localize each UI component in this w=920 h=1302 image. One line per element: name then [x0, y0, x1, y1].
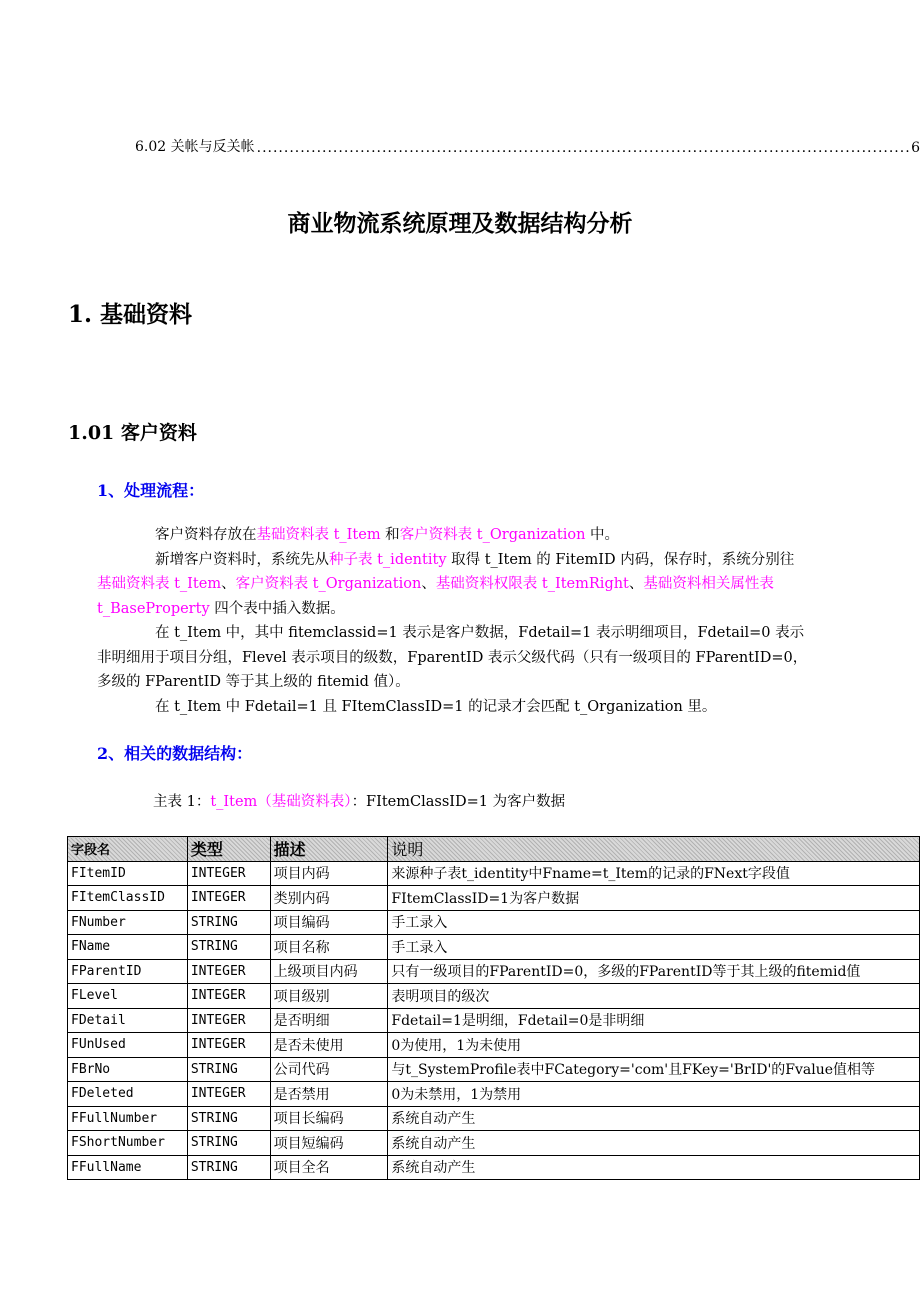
table-row: [68, 959, 920, 984]
notes-cell: 来源种子表t_identity中Fname=t_Item的记录的FNext字段值: [388, 861, 920, 886]
type-cell: STRING: [187, 935, 270, 960]
type-cell: STRING: [187, 1106, 270, 1131]
t-item-field-table: [67, 836, 920, 1180]
description-cell: 项目内码: [270, 861, 388, 886]
table-ref-t-item: 基础资料表 t_Item: [256, 527, 381, 543]
field-name-cell: FLevel: [68, 984, 188, 1009]
notes-cell: 表明项目的级次: [388, 984, 920, 1009]
paragraph-3-line3: 多级的 FParentID 等于其上级的 fitemid 值）。: [97, 674, 410, 690]
toc-entry[interactable]: [135, 136, 920, 156]
notes-cell: FItemClassID=1为客户数据: [388, 886, 920, 911]
table-row: [68, 1057, 920, 1082]
table-row: [68, 1131, 920, 1156]
table-row: [68, 1033, 920, 1058]
table-ref-t-organization: 客户资料表 t_Organization: [399, 527, 586, 543]
field-name-cell: FDetail: [68, 1008, 188, 1033]
subheading-data-structure: 2、相关的数据结构：: [97, 744, 253, 763]
type-cell: INTEGER: [187, 1033, 270, 1058]
header-type: 类型: [187, 837, 270, 862]
table-row: [68, 984, 920, 1009]
paragraph-2-cont: 基础资料表 t_Item、客户资料表 t_Organization、基础资料权限表 t_ItemRight、基础资料相关属性表: [97, 576, 774, 592]
table-header-row: [68, 837, 920, 862]
notes-cell: 手工录入: [388, 935, 920, 960]
paragraph-1: 客户资料存放在基础资料表 t_Item 和客户资料表 t_Organization 中。: [155, 527, 620, 543]
table-ref-t-identity: 种子表 t_identity: [329, 551, 447, 568]
description-cell: 项目全名: [270, 1155, 388, 1180]
description-cell: 是否未使用: [270, 1033, 388, 1058]
field-name-cell: FName: [68, 935, 188, 960]
description-cell: 项目长编码: [270, 1106, 388, 1131]
type-cell: STRING: [187, 1057, 270, 1082]
body-text-process: [97, 523, 857, 719]
table-row: [68, 886, 920, 911]
description-cell: 项目短编码: [270, 1131, 388, 1156]
table-row: [68, 910, 920, 935]
paragraph-2: 新增客户资料时，系统先从种子表 t_identity 取得 t_Item 的 FitemID 内码，保存时，系统分别往: [155, 551, 795, 568]
header-description: 描述: [270, 837, 388, 862]
field-name-cell: FItemClassID: [68, 886, 188, 911]
notes-cell: 与t_SystemProfile表中FCategory='com'且FKey='BrID'的Fvalue值相等: [388, 1057, 920, 1082]
paragraph-4: 在 t_Item 中 Fdetail=1 且 FItemClassID=1 的记录才会匹配 t_Organization 里。: [155, 698, 717, 715]
document-title: 商业物流系统原理及数据结构分析: [287, 210, 633, 237]
paragraph-2-end: t_BaseProperty 四个表中插入数据。: [97, 600, 345, 617]
field-name-cell: FNumber: [68, 910, 188, 935]
table-caption: 主表 1：t_Item（基础资料表）：FItemClassID=1 为客户数据: [153, 794, 566, 810]
type-cell: INTEGER: [187, 984, 270, 1009]
description-cell: 上级项目内码: [270, 959, 388, 984]
type-cell: STRING: [187, 1155, 270, 1180]
notes-cell: 只有一级项目的FParentID=0，多级的FParentID等于其上级的fitemid值: [388, 959, 920, 984]
table-row: [68, 1155, 920, 1180]
field-name-cell: FBrNo: [68, 1057, 188, 1082]
table-row: [68, 935, 920, 960]
field-name-cell: FFullNumber: [68, 1106, 188, 1131]
type-cell: INTEGER: [187, 861, 270, 886]
toc-entry-page: 6: [911, 140, 920, 156]
notes-cell: 0为未禁用，1为禁用: [388, 1082, 920, 1107]
description-cell: 是否明细: [270, 1008, 388, 1033]
description-cell: 项目级别: [270, 984, 388, 1009]
notes-cell: 系统自动产生: [388, 1131, 920, 1156]
table-row: [68, 861, 920, 886]
description-cell: 是否禁用: [270, 1082, 388, 1107]
notes-cell: 手工录入: [388, 910, 920, 935]
notes-cell: 0为使用，1为未使用: [388, 1033, 920, 1058]
field-name-cell: FShortNumber: [68, 1131, 188, 1156]
section-heading-1: 1. 基础资料: [68, 301, 193, 328]
toc-leader-dots: [257, 140, 909, 156]
section-heading-1-01: 1.01 客户资料: [68, 422, 197, 444]
notes-cell: Fdetail=1是明细，Fdetail=0是非明细: [388, 1008, 920, 1033]
field-name-cell: FFullName: [68, 1155, 188, 1180]
subheading-process-flow: 1、处理流程：: [97, 481, 205, 500]
description-cell: 项目名称: [270, 935, 388, 960]
table-row: [68, 1106, 920, 1131]
description-cell: 公司代码: [270, 1057, 388, 1082]
table-row: [68, 1082, 920, 1107]
type-cell: STRING: [187, 910, 270, 935]
notes-cell: 系统自动产生: [388, 1106, 920, 1131]
type-cell: INTEGER: [187, 1008, 270, 1033]
type-cell: INTEGER: [187, 959, 270, 984]
type-cell: STRING: [187, 1131, 270, 1156]
paragraph-3-line1: 在 t_Item 中，其中 fitemclassid=1 表示是客户数据，Fdetail=1 表示明细项目，Fdetail=0 表示: [155, 625, 805, 641]
header-notes: 说明: [388, 837, 920, 862]
field-name-cell: FItemID: [68, 861, 188, 886]
table-row: [68, 1008, 920, 1033]
header-field-name: 字段名: [68, 837, 188, 862]
notes-cell: 系统自动产生: [388, 1155, 920, 1180]
description-cell: 项目编码: [270, 910, 388, 935]
type-cell: INTEGER: [187, 886, 270, 911]
field-name-cell: FDeleted: [68, 1082, 188, 1107]
field-name-cell: FParentID: [68, 959, 188, 984]
field-name-cell: FUnUsed: [68, 1033, 188, 1058]
toc-entry-label: 6.02 关帐与反关帐: [135, 139, 255, 155]
paragraph-3-line2: 非明细用于项目分组，Flevel 表示项目的级数，FparentID 表示父级代码（只有一级项目的 FParentID=0，: [97, 649, 808, 666]
type-cell: INTEGER: [187, 1082, 270, 1107]
description-cell: 类别内码: [270, 886, 388, 911]
